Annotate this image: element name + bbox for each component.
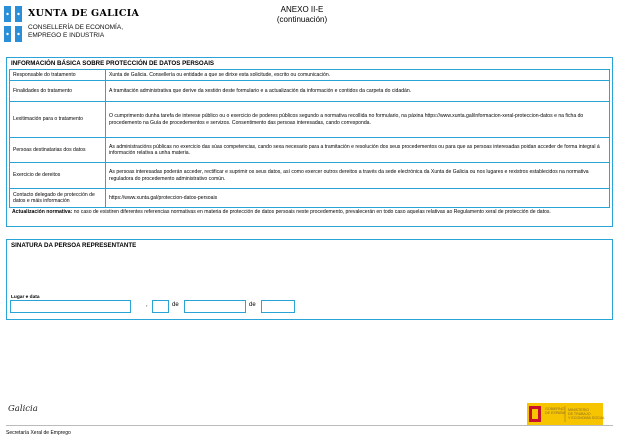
table-row [10, 138, 610, 163]
data-protection-table [9, 69, 610, 208]
org-title: XUNTA DE GALICIA [28, 8, 140, 19]
xunta-logo [4, 6, 144, 46]
row-label: Responsable do tratamento [10, 70, 106, 81]
gov-line-3: MINISTERIO [568, 408, 589, 412]
table-row [10, 102, 610, 138]
de-separator-2: de [249, 302, 256, 308]
gov-name [545, 407, 565, 415]
regulation-update-note [9, 208, 610, 226]
xunta-emblem-icon [4, 6, 22, 42]
table-row [10, 70, 610, 81]
table-row [10, 81, 610, 102]
de-separator-1: de [172, 302, 179, 308]
row-label: Lexitimación para o tratamento [10, 102, 106, 138]
row-value: As administracións públicas no exercicio das súas competencias, cando sexa necesario para a tramitación e resolución dos seus procedementos ou para que as persoas interesadas poidan acceder de forma integral á información relativa a unha materia. [106, 138, 610, 163]
footer-department: Secretaría Xeral de Emprego [6, 430, 71, 436]
data-protection-title: INFORMACIÓN BÁSICA SOBRE PROTECCIÓN DE DATOS PERSOAIS [11, 60, 215, 67]
row-value: A tramitación administrativa que derive da xestión deste formulario e a actualización da información e contidos da carpeta do cidadán. [106, 81, 610, 102]
row-label: Finalidades do tratamento [10, 81, 106, 102]
row-value: Xunta de Galicia. Consellería ou entidade a que se dirixe esta solicitude, escrito ou comunicación. [106, 70, 610, 81]
month-input[interactable] [184, 300, 246, 313]
comma-separator: , [146, 302, 148, 308]
table-row [10, 189, 610, 208]
day-input[interactable] [152, 300, 169, 313]
regulation-update-label: Actualización normativa: [12, 209, 73, 215]
annex-heading [262, 5, 342, 25]
org-department [28, 24, 123, 40]
gov-line-2: DE ESPAÑA [545, 411, 566, 415]
gov-line-1: GOBIERNO [545, 407, 565, 411]
org-line-1: CONSELLERÍA DE ECONOMÍA, [28, 24, 123, 31]
row-value: O cumprimento dunha tarefa de interese público ou o exercicio de poderes públicos segundo a normativa recollida no formulario, na páxina https://www.xunta.gal/informacion-xeral-proteccion-datos e na ficha do procedemento na Guía de procedementos e servizos. Consentimento das persoas interesadas, cando corresponda. [106, 102, 610, 138]
row-value: https://www.xunta.gal/proteccion-datos-persoais [106, 189, 610, 208]
row-label: Exercicio de dereitos [10, 163, 106, 189]
place-input[interactable] [10, 300, 131, 313]
annex-subtitle: (continuación) [276, 15, 328, 24]
data-protection-section [6, 57, 613, 227]
signature-title: SINATURA DA PERSOA REPRESENTANTE [11, 242, 137, 249]
regulation-update-text: no caso de existiren diferentes referencias normativas en materia de protección de datos persoais neste procedemento, prevalecerán en todo caso aquelas relativas ao Regulamento xeral de protección de datos. [72, 209, 551, 215]
ministry-name [568, 408, 605, 420]
footer-divider [6, 425, 613, 426]
table-row [10, 163, 610, 189]
row-label: Persoas destinatarias dos datos [10, 138, 106, 163]
row-value: As persoas interesadas poderán acceder, rectificar e suprimir os seus datos, así como exercer outros dereitos a través da sede electrónica da Xunta de Galicia ou nos lugares e rexistros establecidos na normativa reguladora do procedemento administrativo común. [106, 163, 610, 189]
place-date-label: Lugar e data [11, 295, 40, 300]
gov-line-5: Y ECONOMÍA SOCIAL [568, 416, 605, 420]
org-line-2: EMPREGO E INDUSTRIA [28, 32, 105, 39]
annex-title: ANEXO II-E [280, 5, 324, 14]
row-label: Contacto delegado de protección de datos e máis información [10, 189, 106, 208]
galicia-logo: Galicia [8, 404, 38, 414]
gov-line-4: DE TRABAJO [568, 412, 591, 416]
year-input[interactable] [261, 300, 295, 313]
